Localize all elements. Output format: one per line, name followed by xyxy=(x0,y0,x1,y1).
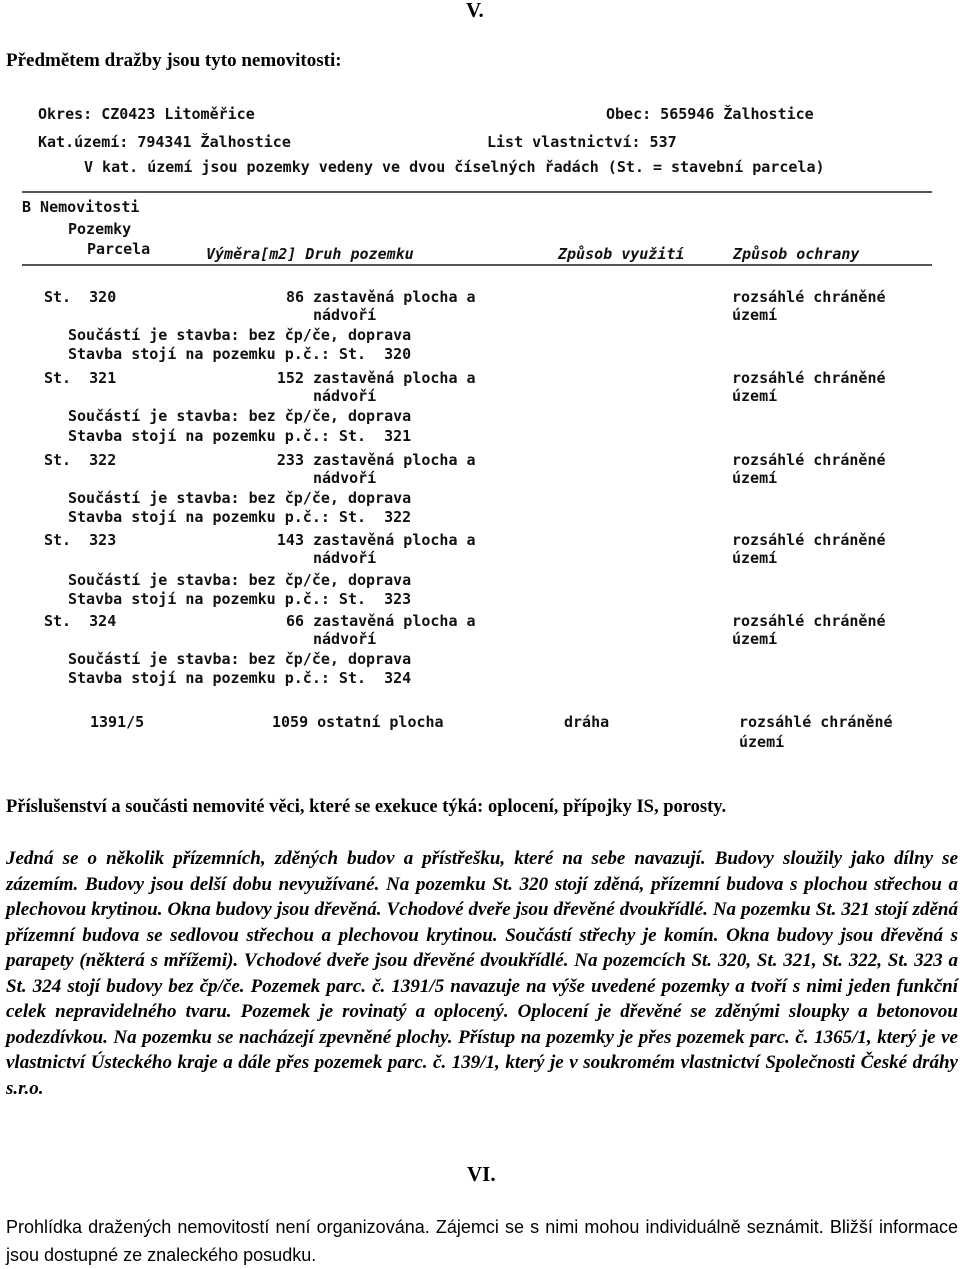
parcel-land-type-cont: nádvoří xyxy=(313,306,377,324)
parcel-land-type: zastavěná plocha a xyxy=(313,288,476,306)
parcel-usage: dráha xyxy=(564,713,610,731)
parcel-building-location: Stavba stojí na pozemku p.č.: St. 324 xyxy=(68,669,412,687)
parcel-protection: rozsáhlé chráněné xyxy=(732,612,886,630)
list-vlastnictvi-label: List vlastnictví: 537 xyxy=(487,133,677,151)
section-number-v: V. xyxy=(466,0,484,22)
parcel-building-location: Stavba stojí na pozemku p.č.: St. 323 xyxy=(68,590,412,608)
parcel-number: 1391/5 xyxy=(90,713,145,731)
parcel-building-part: Součástí je stavba: bez čp/če, doprava xyxy=(68,489,412,507)
parcel-land-type-cont: nádvoří xyxy=(313,387,377,405)
zpusob-vyuziti-col-header: Způsob využití xyxy=(558,245,685,263)
parcel-protection-cont: území xyxy=(732,549,778,567)
kat-uzemi-note: V kat. území jsou pozemky vedeny ve dvou číselných řadách (St. = stavební parcela) xyxy=(84,158,825,176)
parcel-protection: rozsáhlé chráněné xyxy=(732,369,886,387)
parcel-building-part: Součástí je stavba: bez čp/če, doprava xyxy=(68,650,412,668)
inspection-text: Prohlídka dražených nemovitostí není organizována. Zájemci se s nimi mohou individuálně seznámit. Bližší informace jsou dostupné ze znaleckého posudku. xyxy=(6,1217,958,1265)
parcel-number: St. 322 xyxy=(44,451,117,469)
nemovitosti-label: B Nemovitosti xyxy=(22,198,140,216)
kat-uzemi-label: Kat.území: 794341 Žalhostice xyxy=(38,133,291,151)
parcel-area: 233 xyxy=(276,451,304,469)
parcel-area: 86 xyxy=(285,288,304,306)
parcel-land-type: zastavěná plocha a xyxy=(313,451,476,469)
parcel-number: St. 323 xyxy=(44,531,117,549)
parcel-area: 152 xyxy=(276,369,304,387)
okres-label: Okres: CZ0423 Litoměřice xyxy=(38,105,255,123)
parcel-building-location: Stavba stojí na pozemku p.č.: St. 322 xyxy=(68,508,412,526)
parcel-land-type: zastavěná plocha a xyxy=(313,612,476,630)
parcel-protection: rozsáhlé chráněné xyxy=(732,451,886,469)
parcel-protection-cont: území xyxy=(732,387,778,405)
parcel-building-location: Stavba stojí na pozemku p.č.: St. 321 xyxy=(68,427,412,445)
parcel-number: St. 321 xyxy=(44,369,117,387)
section-number-vi: VI. xyxy=(467,1162,496,1186)
parcel-area: 66 xyxy=(285,612,304,630)
header-divider xyxy=(22,191,932,193)
parcel-protection: rozsáhlé chráněné xyxy=(732,288,886,306)
parcel-land-type-cont: nádvoří xyxy=(313,549,377,567)
parcel-protection: rozsáhlé chráněné xyxy=(732,531,886,549)
vymera-druh-col-header: Výměra[m2] Druh pozemku xyxy=(206,245,414,263)
parcel-land-type: zastavěná plocha a xyxy=(313,531,476,549)
property-description: Jedná se o několik přízemních, zděných budov a přístřešku, které na sebe navazují. Budovy sloužily jako dílny se zázemím. Budovy jsou delší dobu nevyužívané. Na pozemku St. 320 stojí zděná, přízemní budova s plochou střechou a plechovou krytinou. Okna budovy jsou dřevěná. Vchodové dveře jsou dřevěné dvoukřídlé. Na pozemku St. 321 stojí zděná přízemní budova se sedlovou střechou a plechovou krytinou. Součástí střechy je komín. Okna budovy jsou dřevěná s parapety (některá s mřížemi). Vchodové dveře jsou dřevěné dvoukřídlé. Na pozemcích St. 320, St. 321, St. 322, St. 323 a St. 324 stojí budovy bez čp/če. Pozemek parc. č. 1391/5 navazuje na výše uvedené pozemky a tvoří s nimi jeden funkční celek nepravidelného tvaru. Pozemek je rovinatý a oplocený. Oplocení je dřevěné se zděnými sloupky a betonovou podezdívkou. Na pozemku se nacházejí zpevněné plochy. Přístup na pozemky je přes pozemek parc. č. 1365/1, který je ve vlastnictví Ústeckého kraje a dále přes pozemek parc. č. 139/1, který je v soukromém vlastnictví Společnosti České dráhy s.r.o. xyxy=(6,848,958,1099)
parcel-protection-cont: území xyxy=(732,630,778,648)
parcel-land-type-cont: nádvoří xyxy=(313,630,377,648)
zpusob-ochrany-col-header: Způsob ochrany xyxy=(733,245,860,263)
columns-divider xyxy=(22,264,932,266)
parcel-protection-cont: území xyxy=(739,733,785,751)
parcel-number: St. 320 xyxy=(44,288,117,306)
parcel-building-part: Součástí je stavba: bez čp/če, doprava xyxy=(68,407,412,425)
parcel-protection: rozsáhlé chráněné xyxy=(739,713,893,731)
parcel-area-land-type: 1059 ostatní plocha xyxy=(272,713,444,731)
pozemky-label: Pozemky xyxy=(68,220,132,238)
accessories-text: Příslušenství a součásti nemovité věci, které se exekuce týká: oplocení, přípojky IS, porosty. xyxy=(6,797,727,817)
parcel-protection-cont: území xyxy=(732,469,778,487)
parcel-land-type: zastavěná plocha a xyxy=(313,369,476,387)
section-heading: Předmětem dražby jsou tyto nemovitosti: xyxy=(6,50,342,71)
parcel-building-part: Součástí je stavba: bez čp/če, doprava xyxy=(68,326,412,344)
parcel-protection-cont: území xyxy=(732,306,778,324)
parcel-building-location: Stavba stojí na pozemku p.č.: St. 320 xyxy=(68,345,412,363)
obec-label: Obec: 565946 Žalhostice xyxy=(606,105,814,123)
parcel-area: 143 xyxy=(276,531,304,549)
parcel-number: St. 324 xyxy=(44,612,117,630)
parcel-land-type-cont: nádvoří xyxy=(313,469,377,487)
parcela-col-header: Parcela xyxy=(87,240,151,258)
parcel-building-part: Součástí je stavba: bez čp/če, doprava xyxy=(68,571,412,589)
